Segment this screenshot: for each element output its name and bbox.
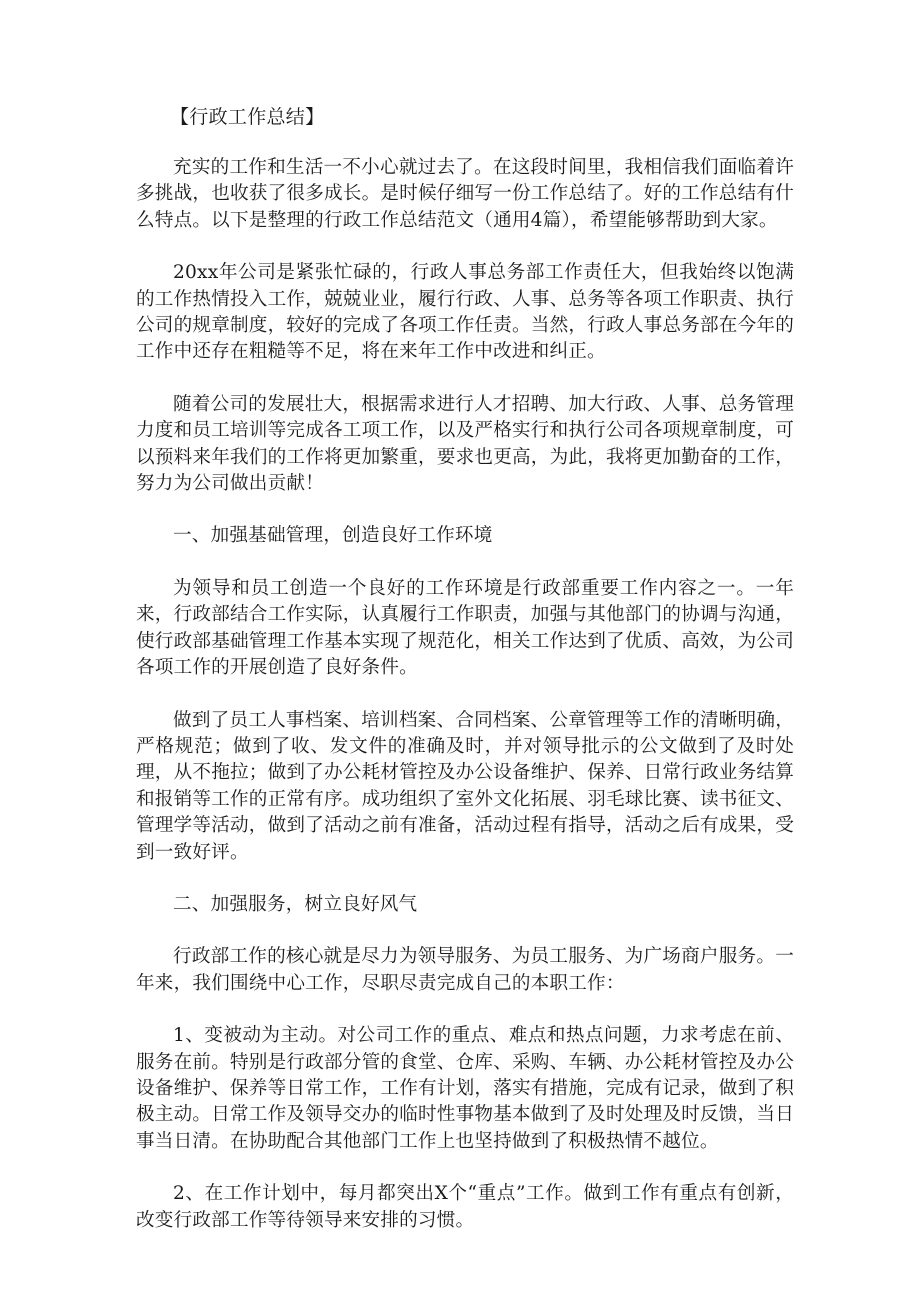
document-title: 【行政工作总结】 — [170, 106, 325, 128]
outlook-paragraph: 随着公司的发展壮大，根据需求进行人才招聘、加大行政、人事、总务管理力度和员工培训等完成各工项工作，以及严格实行和执行公司各项规章制度，可以预料来年我们的工作将更加繁重，要求也更高，为此，我将更加勤奋的工作，努力为公司做出贡献！ — [136, 393, 794, 495]
section-1-paragraph-2: 做到了员工人事档案、培训档案、合同档案、公章管理等工作的清晰明确，严格规范；做到了收、发文件的准确及时，并对领导批示的公文做到了及时处理，从不拖拉；做到了办公耗材管控及办公设备维护、保养、日常行政业务结算和报销等工作的正常有序。成功组织了室外文化拓展、羽毛球比赛、读书征文、管理学等活动，做到了活动之前有准备，活动过程有指导，活动之后有成果，受到一致好评。 — [136, 709, 794, 863]
summary-paragraph: 20xx年公司是紧张忙碌的，行政人事总务部工作责任大，但我始终以饱满的工作热情投入工作，兢兢业业，履行行政、人事、总务等各项工作职责、执行公司的规章制度，较好的完成了各项工作任责。当然，行政人事总务部在今年的工作中还存在粗糙等不足，将在来年工作中改进和纠正。 — [136, 262, 794, 363]
document-body — [136, 104, 794, 1260]
section-2-item-2: 2、在工作计划中，每月都突出X个“重点”工作。做到工作有重点有创新，改变行政部工作等待领导来安排的习惯。 — [136, 1183, 794, 1231]
intro-paragraph: 充实的工作和生活一不小心就过去了。在这段时间里，我相信我们面临着许多挑战，也收获了很多成长。是时候仔细写一份工作总结了。好的工作总结有什么特点。以下是整理的行政工作总结范文（通用4篇），希望能够帮助到大家。 — [136, 157, 794, 231]
section-1-paragraph-1: 为领导和员工创造一个良好的工作环境是行政部重要工作内容之一。一年来，行政部结合工作实际，认真履行工作职责，加强与其他部门的协调与沟通，使行政部基础管理工作基本实现了规范化，相关工作达到了优质、高效，为公司各项工作的开展创造了良好条件。 — [136, 577, 794, 679]
section-heading-2: 二、加强服务，树立良好风气 — [173, 893, 418, 915]
section-2-paragraph-1: 行政部工作的核心就是尽力为领导服务、为员工服务、为广场商户服务。一年来，我们围绕中心工作，尽职尽责完成自己的本职工作： — [136, 946, 794, 994]
section-heading-1: 一、加强基础管理，创造良好工作环境 — [173, 525, 493, 547]
section-2-item-1: 1、变被动为主动。对公司工作的重点、难点和热点问题，力求考虑在前、服务在前。特别是行政部分管的食堂、仓库、采购、车辆、办公耗材管控及办公设备维护、保养等日常工作，工作有计划，落实有措施，完成有记录，做到了积极主动。日常工作及领导交办的临时性事物基本做到了及时处理及时反馈，当日事当日清。在协助配合其他部门工作上也坚持做到了积极热情不越位。 — [136, 1025, 794, 1152]
